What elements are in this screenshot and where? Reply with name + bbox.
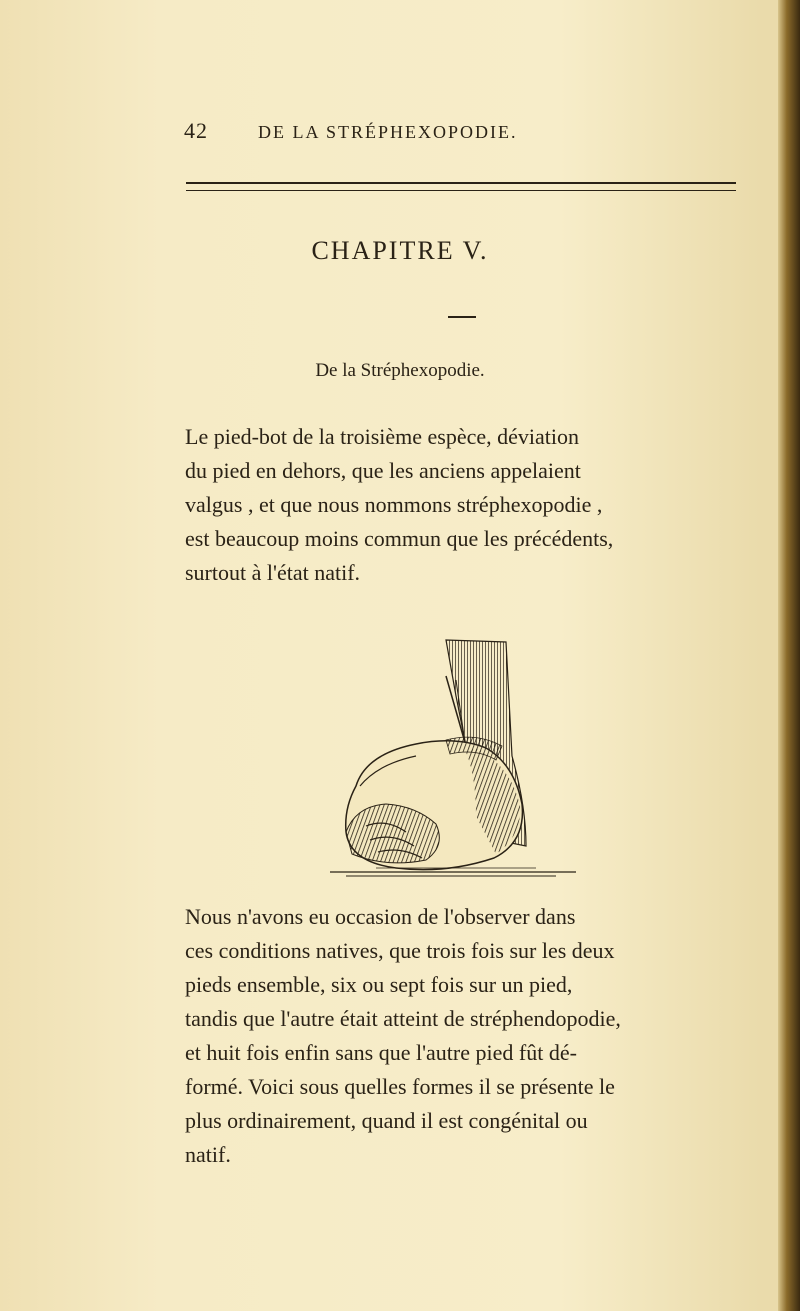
running-head (0, 118, 800, 148)
text-line: formé. Voici sous quelles formes il se présente le (185, 1074, 615, 1099)
text-line: Le pied-bot de la troisième espèce, déviation (185, 424, 580, 449)
text-line: surtout à l'état natif. (185, 560, 361, 585)
title-dash (448, 316, 476, 318)
paragraph-2 (185, 900, 745, 1172)
text-line: Nous n'avons eu occasion de l'observer dans (185, 904, 576, 929)
engraving-foot-valgus-icon (326, 636, 580, 880)
text-line: et huit fois enfin sans que l'autre pied fût dé- (185, 1040, 577, 1065)
text-line: natif. (185, 1142, 231, 1167)
running-title: DE LA STRÉPHEXOPODIE. (258, 122, 518, 142)
chapter-subtitle: De la Stréphexopodie. (315, 360, 485, 381)
page-edge (778, 0, 800, 1311)
chapter-title: CHAPITRE V. (311, 236, 489, 265)
page-number: 42 (184, 118, 208, 143)
text-line: est beaucoup moins commun que les précédents, (185, 526, 614, 551)
text-line: ces conditions natives, que trois fois sur les deux (185, 938, 615, 963)
header-rule (186, 182, 736, 191)
text-line: pieds ensemble, six ou sept fois sur un pied, (185, 972, 573, 997)
text-line: plus ordinairement, quand il est congénital ou (185, 1108, 588, 1133)
text-line: tandis que l'autre était atteint de stréphendopodie, (185, 1006, 621, 1031)
text-line: du pied en dehors, que les anciens appelaient (185, 458, 581, 483)
text-line: valgus , et que nous nommons stréphexopodie , (185, 492, 603, 517)
paragraph-1 (185, 420, 745, 590)
